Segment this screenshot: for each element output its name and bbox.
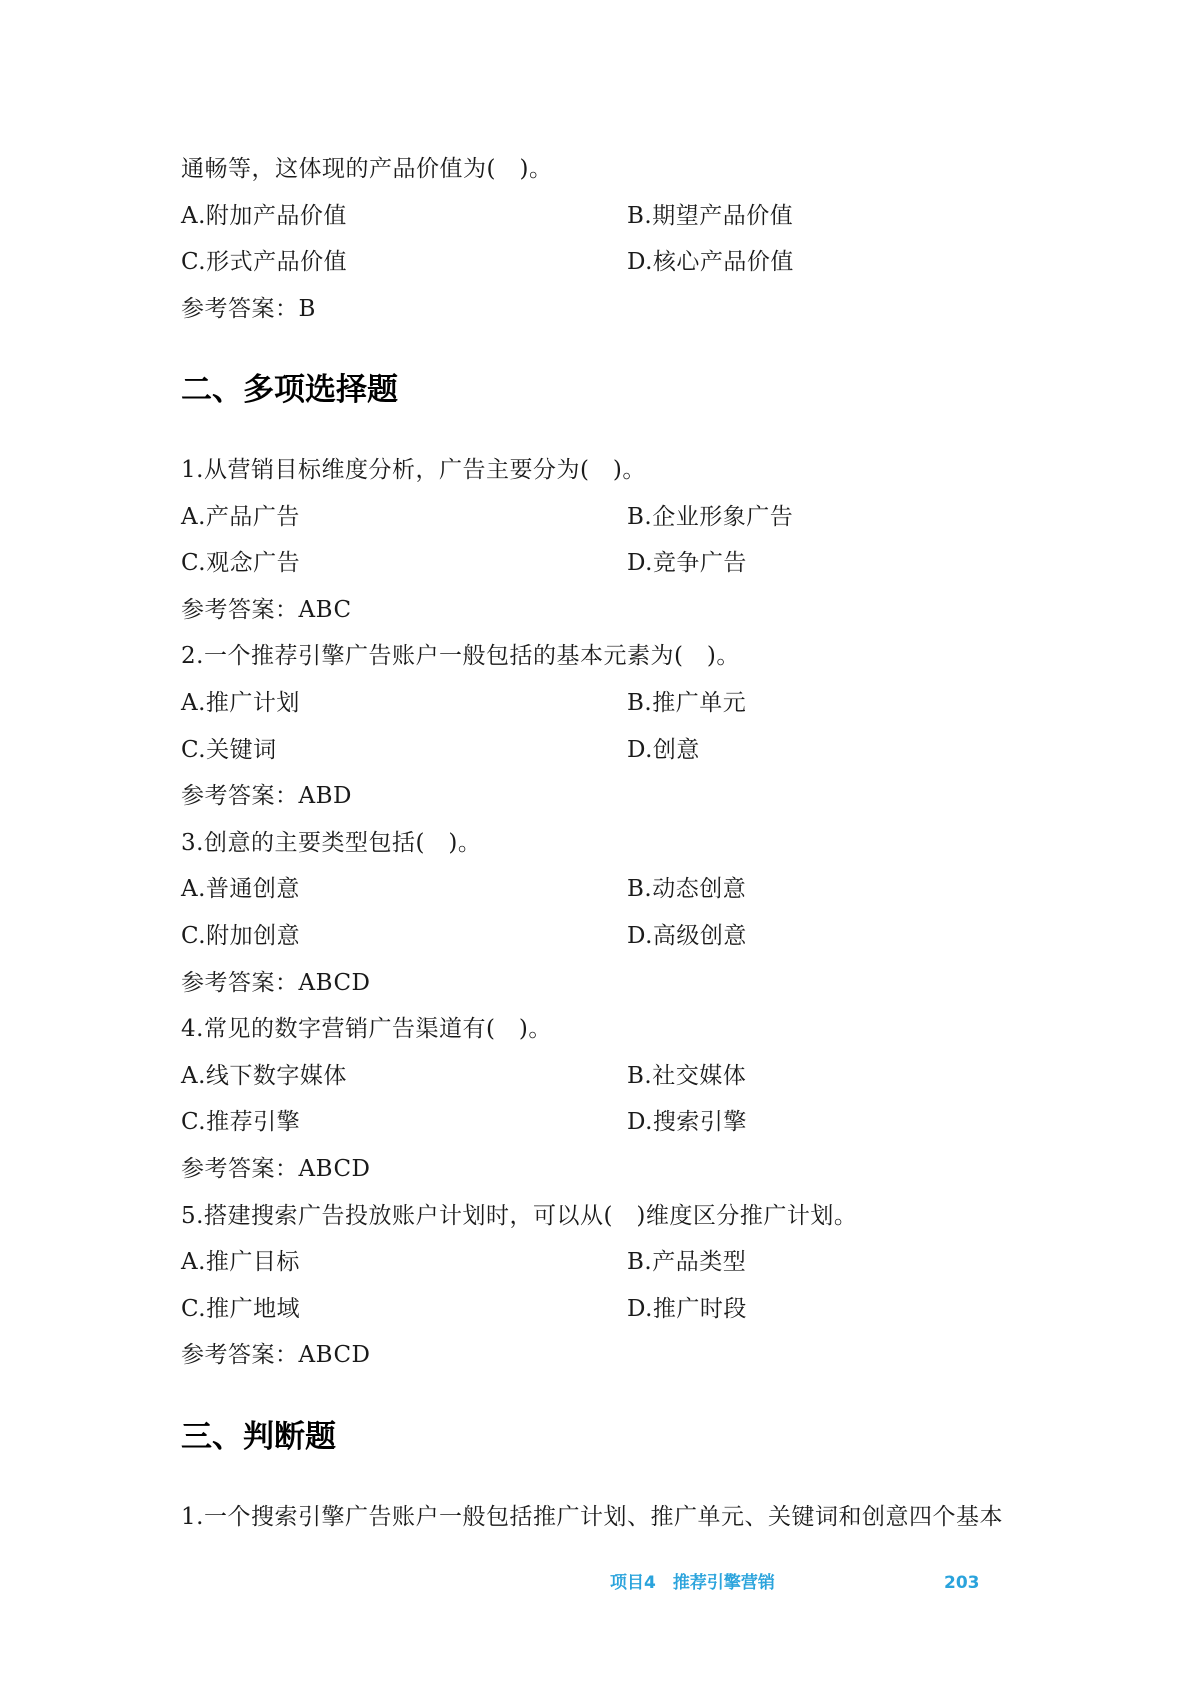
option-c: C.观念广告 bbox=[181, 550, 301, 576]
option-a: A.推广计划 bbox=[181, 690, 300, 716]
option-c: C.附加创意 bbox=[181, 923, 301, 949]
answer-key: 参考答案：ABCD bbox=[181, 1156, 371, 1182]
option-a: A.推广目标 bbox=[181, 1249, 300, 1275]
option-d: D.高级创意 bbox=[627, 923, 747, 949]
option-a: A.线下数字媒体 bbox=[181, 1063, 347, 1089]
option-b: B.动态创意 bbox=[627, 876, 747, 902]
option-a: A.产品广告 bbox=[181, 504, 300, 530]
option-d: D.推广时段 bbox=[627, 1296, 747, 1322]
option-c: C.关键词 bbox=[181, 737, 277, 763]
option-b: B.社交媒体 bbox=[627, 1063, 747, 1089]
answer-key: 参考答案：ABCD bbox=[181, 970, 371, 996]
question-stem: 1.一个搜索引擎广告账户一般包括推广计划、推广单元、关键词和创意四个基本 bbox=[181, 1504, 1003, 1530]
option-c: C.推广地域 bbox=[181, 1296, 301, 1322]
question-stem: 3.创意的主要类型包括( )。 bbox=[181, 830, 482, 856]
footer-chapter-title: 项目4 推荐引擎营销 bbox=[610, 1573, 775, 1593]
option-d: D.竞争广告 bbox=[627, 550, 747, 576]
question-stem: 2.一个推荐引擎广告账户一般包括的基本元素为( )。 bbox=[181, 643, 740, 669]
section-heading-multiple-choice: 二、多项选择题 bbox=[181, 372, 398, 408]
answer-key: 参考答案：ABC bbox=[181, 597, 352, 623]
option-d: D.创意 bbox=[627, 737, 700, 763]
answer-key: 参考答案：B bbox=[181, 296, 316, 322]
option-c: C.形式产品价值 bbox=[181, 249, 348, 275]
option-b: B.期望产品价值 bbox=[627, 203, 794, 229]
option-c: C.推荐引擎 bbox=[181, 1109, 301, 1135]
option-d: D.搜索引擎 bbox=[627, 1109, 747, 1135]
section-heading-true-false: 三、判断题 bbox=[181, 1419, 336, 1455]
question-stem: 4.常见的数字营销广告渠道有( )。 bbox=[181, 1016, 552, 1042]
answer-key: 参考答案：ABCD bbox=[181, 1342, 371, 1368]
option-a: A.附加产品价值 bbox=[181, 203, 347, 229]
question-stem: 5.搭建搜索广告投放账户计划时，可以从( )维度区分推广计划。 bbox=[181, 1203, 858, 1229]
option-b: B.推广单元 bbox=[627, 690, 747, 716]
option-b: B.产品类型 bbox=[627, 1249, 747, 1275]
question-stem: 1.从营销目标维度分析，广告主要分为( )。 bbox=[181, 457, 646, 483]
answer-key: 参考答案：ABD bbox=[181, 783, 352, 809]
page-number: 203 bbox=[944, 1573, 980, 1593]
option-d: D.核心产品价值 bbox=[627, 249, 794, 275]
option-b: B.企业形象广告 bbox=[627, 504, 794, 530]
option-a: A.普通创意 bbox=[181, 876, 300, 902]
question-stem-continuation: 通畅等，这体现的产品价值为( )。 bbox=[181, 156, 553, 182]
